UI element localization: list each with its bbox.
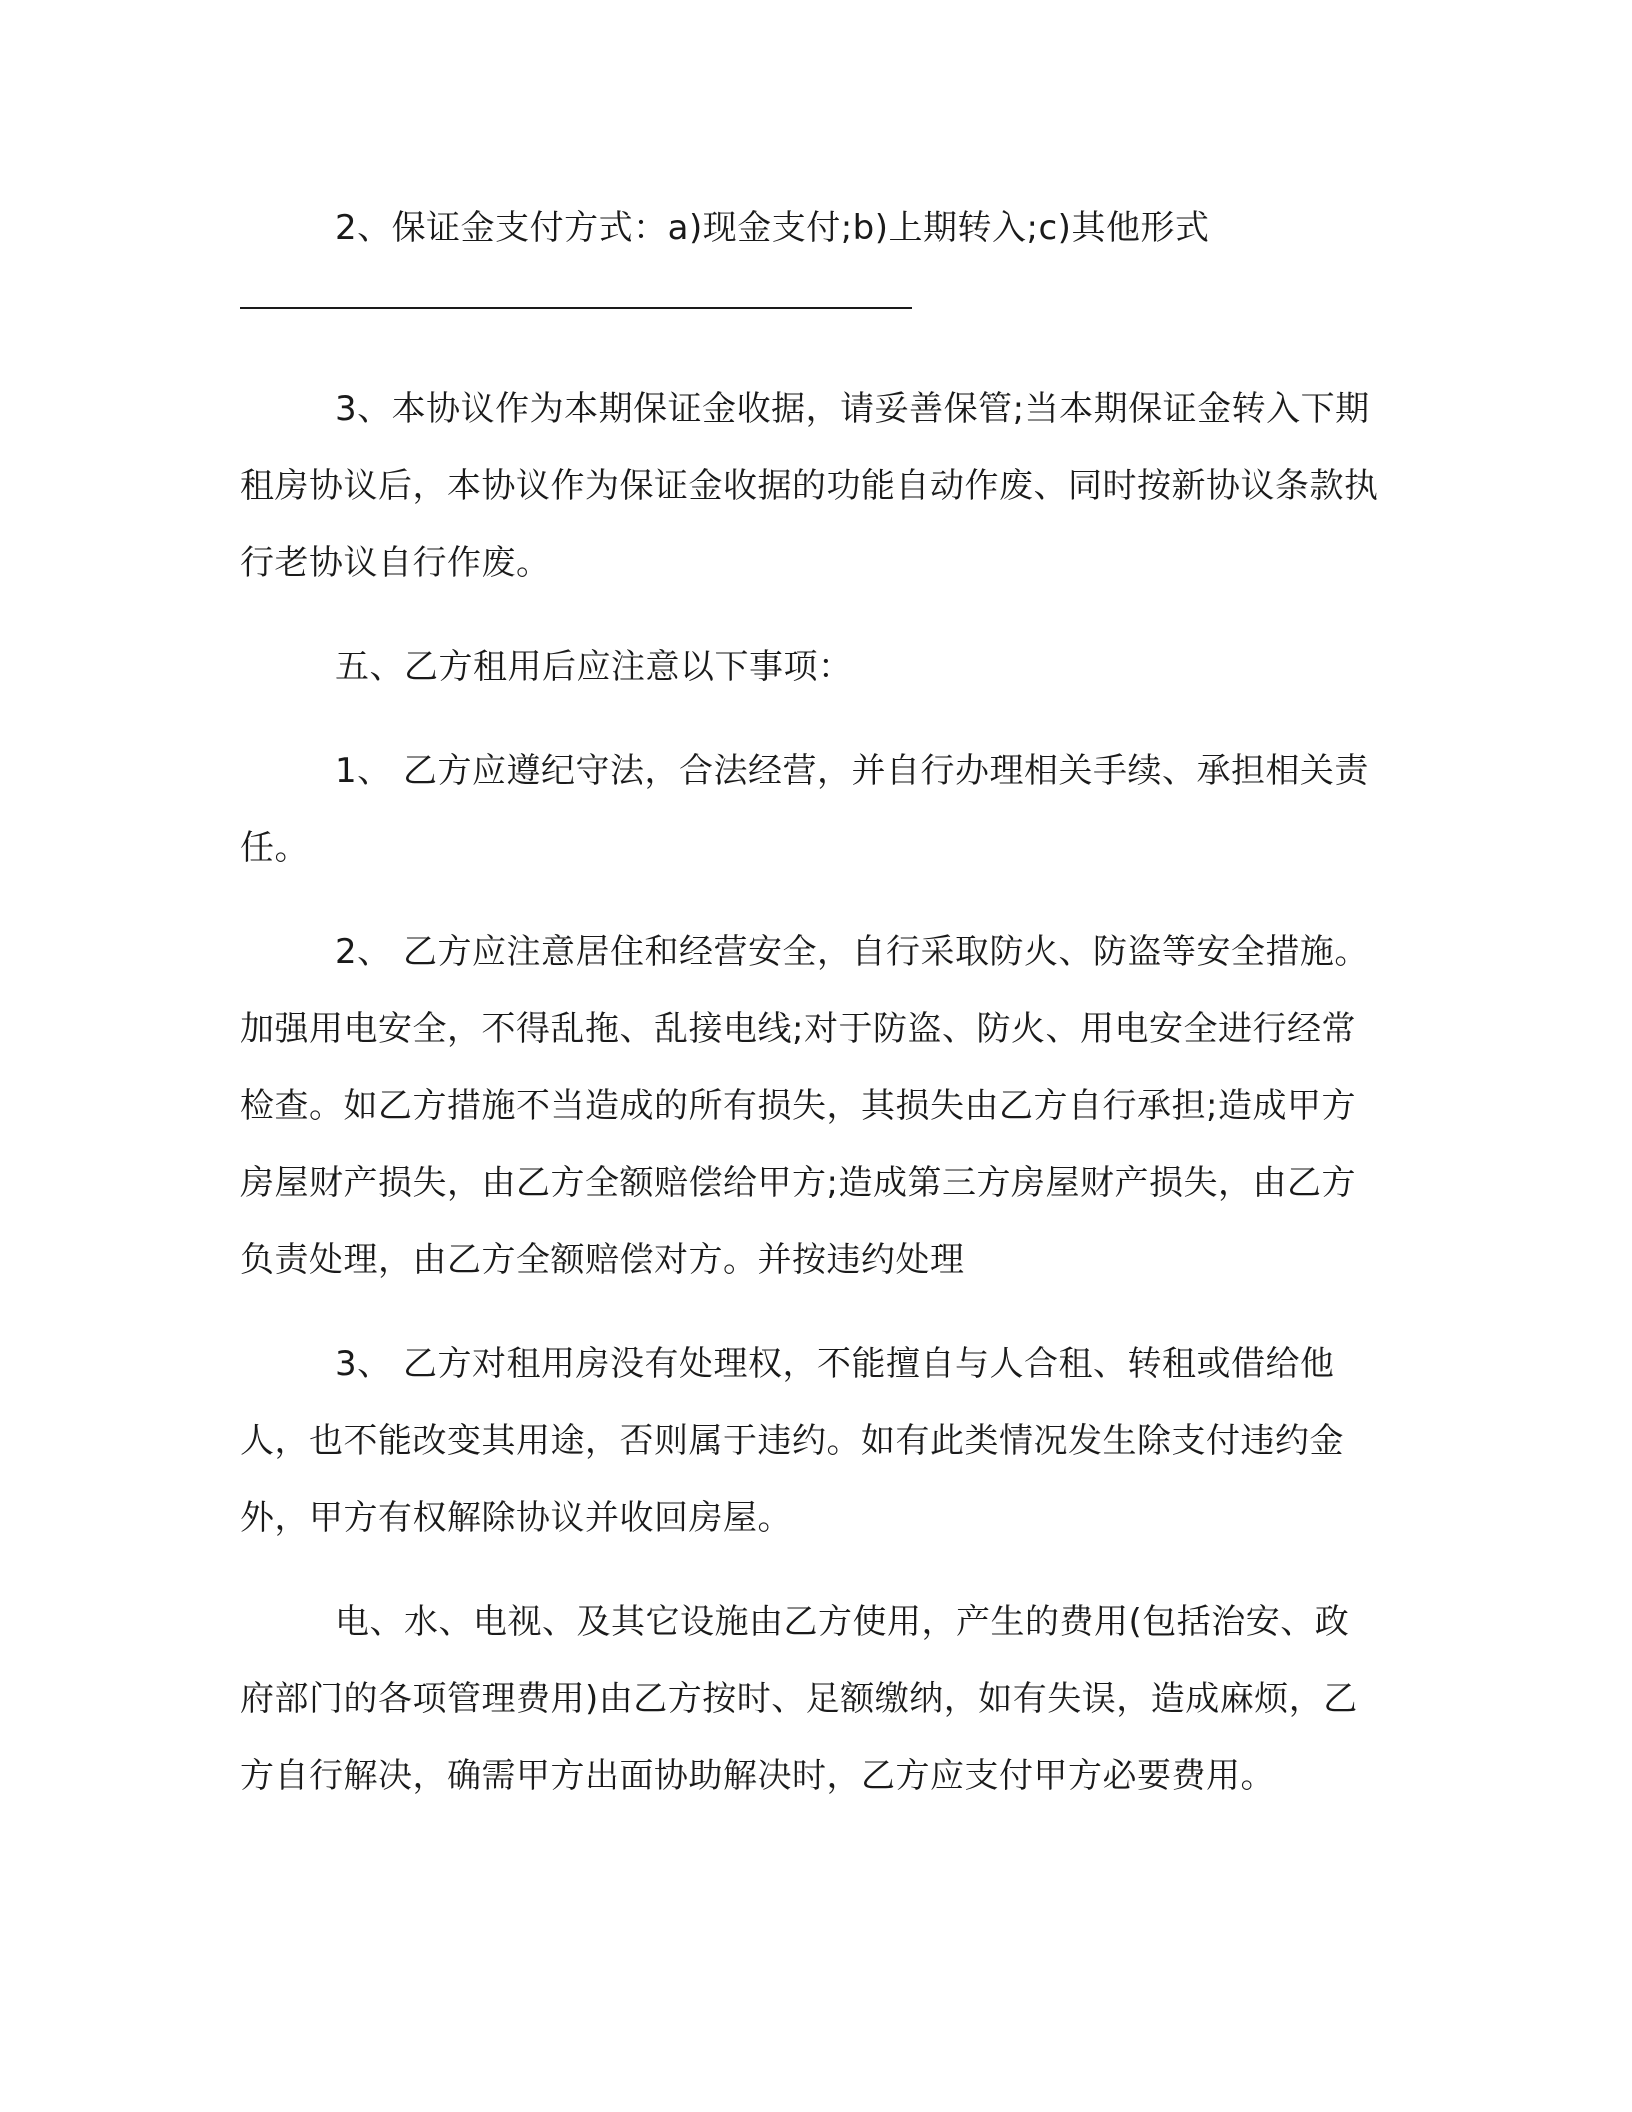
paragraph-deposit-receipt: 3、本协议作为本期保证金收据，请妥善保管;当本期保证金转入下期租房协议后，本协议作为保证金收据的功能自动作废、同时按新协议条款执行老协议自行作废。	[240, 389, 1379, 583]
underline-blank	[240, 307, 912, 309]
blank-fill-line	[240, 267, 1380, 344]
paragraph-deposit-payment-method: 2、保证金支付方式：a)现金支付;b)上期转入;c)其他形式	[335, 208, 1210, 248]
document-body	[240, 190, 1380, 1815]
paragraph-safety-measures: 2、 乙方应注意居住和经营安全，自行采取防火、防盗等安全措施。加强用电安全，不得乱拖、乱接电线;对于防盗、防火、用电安全进行经常检查。如乙方措施不当造成的所有损失，其损失由乙方自行承担;造成甲方房屋财产损失，由乙方全额赔偿给甲方;造成第三方房屋财产损失，由乙方负责处理，由乙方全额赔偿对方。并按违约处理	[240, 932, 1369, 1280]
paragraph-utility-fees: 电、水、电视、及其它设施由乙方使用，产生的费用(包括治安、政府部门的各项管理费用)由乙方按时、足额缴纳，如有失误，造成麻烦，乙方自行解决，确需甲方出面协助解决时，乙方应支付甲方必要费用。	[240, 1602, 1358, 1796]
paragraph-lawful-operation: 1、 乙方应遵纪守法，合法经营，并自行办理相关手续、承担相关责任。	[240, 751, 1369, 868]
section-heading-tenant-notes: 五、乙方租用后应注意以下事项：	[335, 647, 853, 687]
paragraph-no-sublease: 3、 乙方对租用房没有处理权，不能擅自与人合租、转租或借给他人，也不能改变其用途，否则属于违约。如有此类情况发生除支付违约金外，甲方有权解除协议并收回房屋。	[240, 1344, 1344, 1538]
